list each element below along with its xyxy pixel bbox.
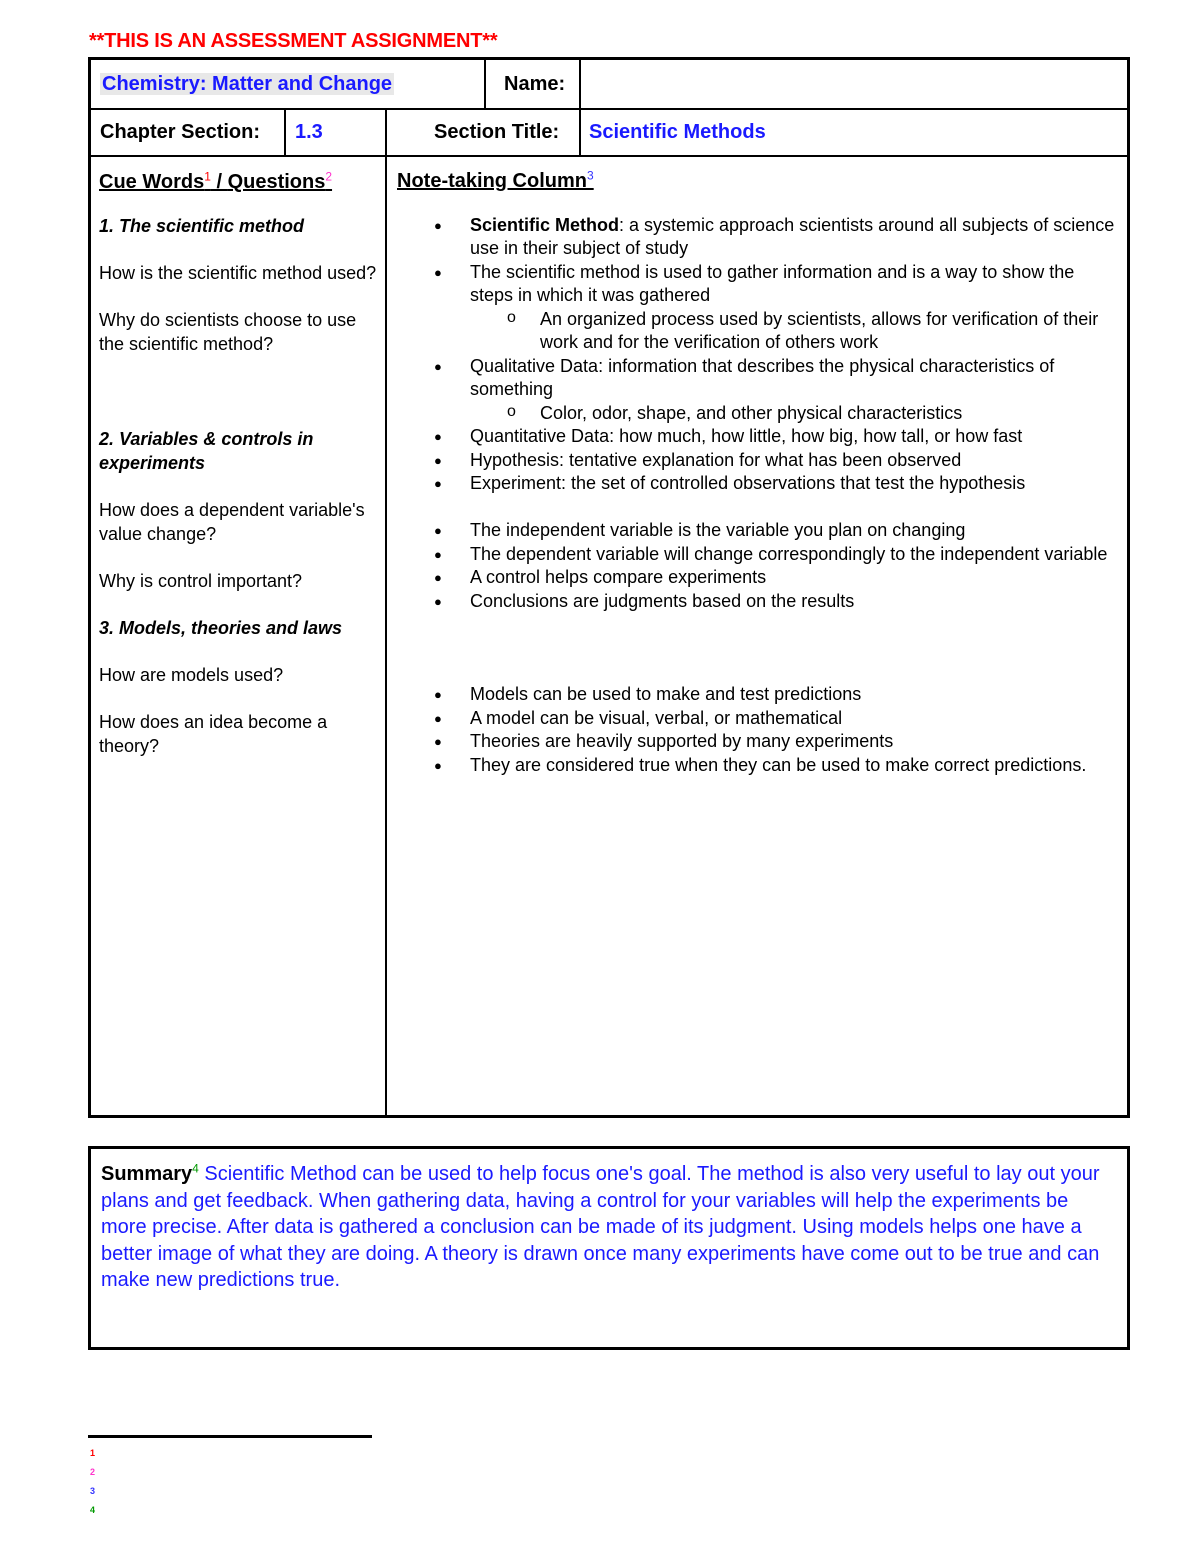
note-item: ● Theories are heavily supported by many experiments: [397, 730, 1117, 754]
footnote-ref-2[interactable]: 2: [325, 169, 333, 184]
notes-heading: [397, 170, 1117, 194]
divider: [284, 110, 286, 155]
chapter-row: [91, 110, 1127, 157]
chapter-section-value: 1.3: [295, 121, 323, 143]
note-item: ● Hypothesis: tentative explanation for what has been observed: [397, 449, 1117, 473]
column-divider: [385, 157, 387, 1118]
note-subitem: o Color, odor, shape, and other physical characteristics: [397, 402, 1117, 426]
section-title-label: Section Title:: [434, 121, 560, 143]
summary-label: [101, 1163, 199, 1185]
note-item: ● Qualitative Data: information that describes the physical characteristics of something: [397, 355, 1117, 402]
note-text: : a systemic approach scientists around all subjects of science use in their subject of study: [470, 214, 1115, 258]
footnote-2: 2: [90, 1467, 96, 1477]
notes-list: [397, 519, 1117, 613]
note-taking-column: [397, 170, 1117, 777]
note-item: ● Conclusions are judgments based on the results: [397, 590, 1117, 614]
summary-label-text: Summary: [101, 1163, 193, 1185]
section-title-value: Scientific Methods: [589, 121, 766, 143]
note-item: [397, 214, 1117, 261]
cue-question: Why is control important?: [99, 571, 303, 591]
divider: [579, 60, 581, 108]
cue-question: How is the scientific method used?: [99, 263, 377, 283]
footnote-4: 4: [90, 1505, 96, 1515]
course-title: [100, 73, 394, 96]
divider: [484, 60, 486, 108]
note-item: ● Experiment: the set of controlled observations that test the hypothesis: [397, 472, 1117, 496]
footnote-ref-4[interactable]: 4: [192, 1161, 199, 1176]
note-item: ● A model can be visual, verbal, or mathematical: [397, 707, 1117, 731]
footnote-3: 3: [90, 1486, 96, 1496]
cue-section-2: 2. Variables & controls in experiments: [99, 429, 314, 473]
cue-question: How does a dependent variable's value change?: [99, 500, 365, 544]
cue-heading: [99, 170, 379, 194]
cue-section-3: 3. Models, theories and laws: [99, 618, 343, 638]
cue-question: How are models used?: [99, 665, 284, 685]
course-title-text: Chemistry: Matter and Change: [102, 73, 393, 95]
note-item: ● The independent variable is the variable you plan on changing: [397, 519, 1117, 543]
divider: [579, 110, 581, 155]
cue-section-1: 1. The scientific method: [99, 216, 305, 236]
cornell-notes-sheet: [88, 57, 1130, 1118]
note-term: Scientific Method: [470, 214, 620, 235]
cue-column: [99, 170, 379, 758]
cue-words-label: Cue Words: [99, 171, 205, 193]
footnote-1: 1: [90, 1448, 96, 1458]
chapter-section-label: Chapter Section:: [100, 121, 261, 143]
note-item: ● The dependent variable will change correspondingly to the independent variable: [397, 543, 1117, 567]
questions-label: Questions: [227, 171, 326, 193]
summary-text: Scientific Method can be used to help focus one's goal. The method is also very useful to lay out your plans and get feedback. When gathering data, having a control for your variables will help the experiments be more precise. After data is gathered a conclusion can be made of its judgment. Using models helps one have a better image of what they are doing. A theory is drawn once many experiments have come out to be true and can make new predictions true.: [101, 1163, 1100, 1291]
summary-box: [88, 1146, 1130, 1350]
name-label: Name:: [504, 73, 566, 95]
divider: [385, 110, 387, 155]
notes-list: [397, 214, 1117, 496]
note-item: ● Models can be used to make and test predictions: [397, 683, 1117, 707]
header-row: [91, 60, 1127, 110]
footnote-ref-1[interactable]: 1: [204, 169, 211, 184]
note-item: ● They are considered true when they can be used to make correct predictions.: [397, 754, 1117, 778]
note-item: ● A control helps compare experiments: [397, 566, 1117, 590]
notes-list: [397, 683, 1117, 777]
cue-question: Why do scientists choose to use the scientific method?: [99, 310, 357, 354]
note-item: ● Quantitative Data: how much, how little, how big, how tall, or how fast: [397, 425, 1117, 449]
cue-question: How does an idea become a theory?: [99, 712, 328, 756]
note-item: ● The scientific method is used to gather information and is a way to show the steps in which it was gathered: [397, 261, 1117, 308]
assessment-banner: **THIS IS AN ASSESSMENT ASSIGNMENT**: [89, 30, 498, 52]
cue-separator: /: [210, 171, 228, 193]
footnote-rule: [88, 1435, 372, 1438]
note-subitem: o An organized process used by scientists, allows for verification of their work and for the verification of others work: [397, 308, 1117, 355]
notes-heading-text: Note-taking Column: [397, 170, 587, 192]
footnote-ref-3[interactable]: 3: [587, 168, 594, 183]
